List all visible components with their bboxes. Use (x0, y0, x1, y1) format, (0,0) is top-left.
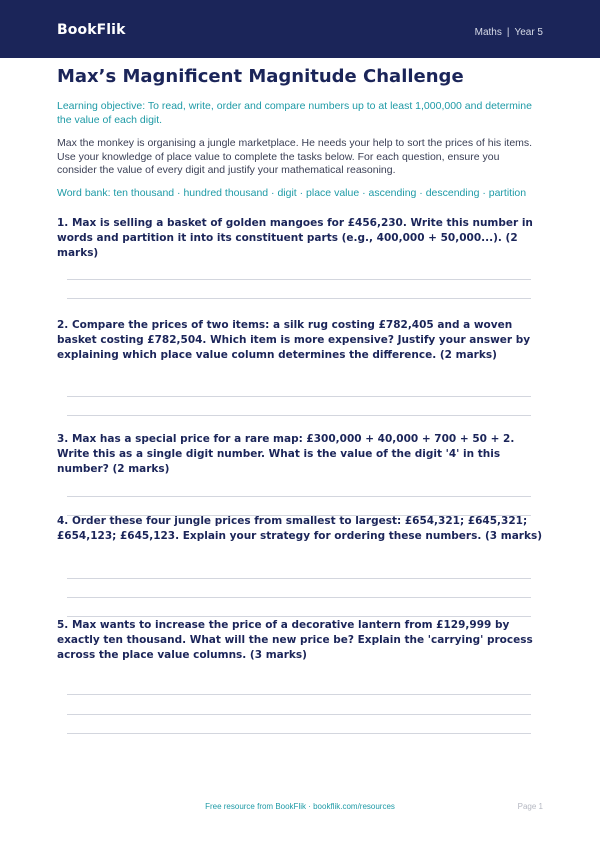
year-label: Year 5 (514, 27, 543, 38)
page-number: Page 1 (517, 802, 543, 811)
worksheet-intro (57, 66, 541, 200)
answer-line[interactable] (67, 578, 531, 579)
question-2: 2. Compare the prices of two items: a silk rug costing £782,405 and a woven basket costing £782,504. Which item is more expensive? Justify your answer by explaining which place value column determines the difference. (2 marks) (57, 319, 531, 361)
subject-year-label (475, 27, 543, 38)
subject-label: Maths (474, 27, 502, 38)
worksheet-title: Max’s Magnificent Magnitude Challenge (57, 66, 464, 87)
question-3: 3. Max has a special price for a rare map: £300,000 + 40,000 + 700 + 50 + 2. Write this as a single digit number. What is the value of the digit '4' in this number? (2 marks) (57, 433, 515, 475)
answer-line[interactable] (67, 279, 531, 280)
answer-line[interactable] (67, 396, 531, 397)
question-5: 5. Max wants to increase the price of a decorative lantern from £129,999 by exactly ten thousand. What will the new price be? Explain the 'carrying' process across the place value columns. (3 marks) (57, 619, 533, 661)
answer-line[interactable] (67, 496, 531, 497)
answer-line[interactable] (67, 415, 531, 416)
intro-paragraph: Max the monkey is organising a jungle marketplace. He needs your help to sort the prices of his items. Use your knowledge of place value to complete the tasks below. For each question, ensure you consider the value of every digit and justify your mathematical reasoning. (57, 137, 533, 176)
answer-line[interactable] (67, 694, 531, 695)
answer-line[interactable] (67, 616, 531, 617)
header-separator: | (506, 27, 510, 38)
answer-line[interactable] (67, 597, 531, 598)
question-4: 4. Order these four jungle prices from smallest to largest: £654,321; £645,321; £654,123; £645,123. Explain your strategy for ordering these numbers. (3 marks) (57, 515, 542, 542)
page-header (0, 0, 600, 58)
answer-line[interactable] (67, 298, 531, 299)
word-bank: Word bank: ten thousand · hundred thousand · digit · place value · ascending · descending · partition (57, 186, 527, 199)
answer-line[interactable] (67, 714, 531, 715)
learning-objective: Learning objective: To read, write, order and compare numbers up to at least 1,000,000 and determine the value of each digit. (57, 100, 532, 126)
resource-link[interactable]: Free resource from BookFlik · bookflik.com/resources (205, 802, 395, 811)
question-1: 1. Max is selling a basket of golden mangoes for £456,230. Write this number in words and partition it into its constituent parts (e.g., 400,000 + 50,000...). (2 marks) (57, 217, 533, 259)
answer-line[interactable] (67, 733, 531, 734)
brand-logo: BookFlik (57, 22, 126, 38)
